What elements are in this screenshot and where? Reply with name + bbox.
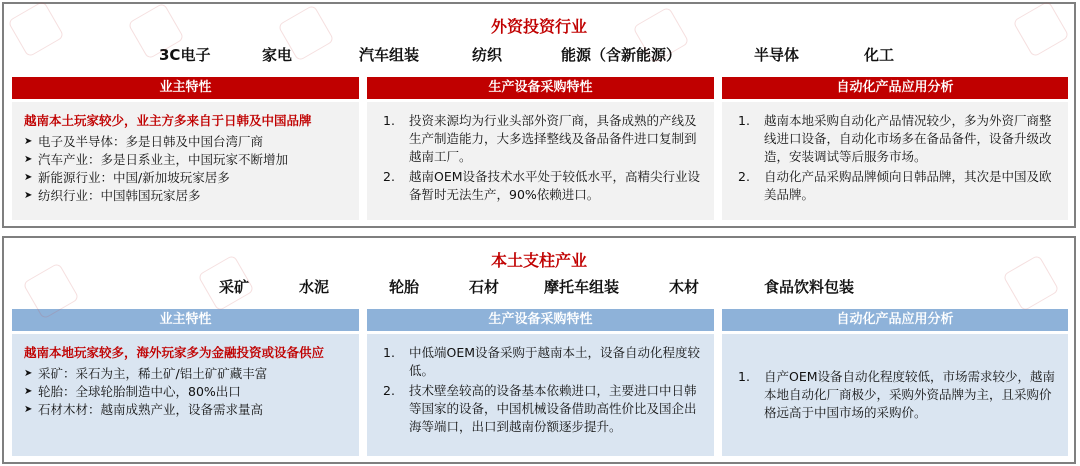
category-item: 家电	[262, 46, 293, 64]
category-item: 能源（含新能源）	[561, 46, 682, 64]
arrow-bullet-icon: ➤	[24, 386, 33, 397]
panel-title: 外资投资行业	[490, 17, 587, 36]
list-item: ➤ 采矿：采石为主，稀土矿/铝土矿矿藏丰富	[24, 366, 268, 381]
category-item: 采矿	[219, 278, 250, 296]
list-item: ➤ 石材木材：越南成熟产业，设备需求量高	[24, 402, 264, 417]
column-header-procurement: 生产设备采购特性	[367, 77, 714, 99]
list-item: 2. 自动化产品采购品牌倾向日韩品牌，其次是中国及欧美品牌。	[738, 169, 1052, 202]
category-item: 3C电子	[159, 46, 211, 64]
arrow-bullet-icon: ➤	[24, 136, 33, 147]
category-item: 化工	[864, 46, 895, 64]
list-item: ➤ 电子及半导体：多是日韩及中国台湾厂商	[24, 134, 264, 149]
category-item: 木材	[669, 278, 700, 296]
foreign-investment-panel	[2, 2, 1076, 228]
owner-characteristics	[12, 102, 359, 220]
arrow-bullet-icon: ➤	[24, 368, 33, 379]
list-item: 1. 越南本地采购自动化产品情况较少，多为外资厂商整线进口设备，自动化市场多在备品备件，设备升级改造，安装调试等后服务市场。	[738, 113, 1052, 164]
arrow-bullet-icon: ➤	[24, 404, 33, 415]
owner-characteristics	[12, 334, 359, 456]
column-header-automation: 自动化产品应用分析	[722, 77, 1068, 99]
list-item: 1. 投资来源均为行业头部外资厂商，具备成熟的产线及生产制造能力，大多选择整线及备品备件进口复制到越南工厂。	[383, 113, 697, 164]
domestic-industry-panel	[2, 236, 1076, 464]
column-header-owner: 业主特性	[12, 77, 359, 99]
list-item: ➤ 纺织行业：中国韩国玩家居多	[24, 188, 201, 203]
column-header-procurement: 生产设备采购特性	[367, 309, 714, 331]
category-item: 水泥	[299, 278, 330, 296]
list-item: ➤ 轮胎：全球轮胎制造中心，80%出口	[24, 384, 241, 399]
owner-lead: 越南本地玩家较多，海外玩家多为金融投资或设备供应	[24, 345, 325, 360]
category-row	[4, 44, 1074, 66]
column-header-automation: 自动化产品应用分析	[722, 309, 1068, 331]
category-item: 石材	[469, 278, 500, 296]
panel-title: 本土支柱产业	[490, 251, 587, 270]
arrow-bullet-icon: ➤	[24, 172, 33, 183]
category-item: 摩托车组装	[544, 278, 620, 296]
owner-lead: 越南本土玩家较少，业主方多来自于日韩及中国品牌	[24, 113, 312, 128]
automation-analysis	[722, 334, 1068, 456]
category-item: 纺织	[472, 46, 503, 64]
list-item: ➤ 新能源行业：中国/新加坡玩家居多	[24, 170, 230, 185]
list-item: 1. 中低端OEM设备采购于越南本土，设备自动化程度较低。	[383, 345, 701, 378]
list-item: 2. 技术壁垒较高的设备基本依赖进口，主要进口中日韩等国家的设备，中国机械设备借助高性价比及国企出海等端口，出口到越南份额逐步提升。	[383, 383, 697, 434]
list-item: ➤ 汽车产业：多是日系业主，中国玩家不断增加	[24, 152, 289, 167]
category-item: 食品饮料包装	[764, 278, 855, 296]
automation-analysis	[722, 102, 1068, 220]
list-item: 2. 越南OEM设备技术水平处于较低水平，高精尖行业设备暂时无法生产，90%依赖进口。	[383, 169, 701, 202]
procurement-characteristics	[367, 334, 714, 456]
arrow-bullet-icon: ➤	[24, 154, 33, 165]
arrow-bullet-icon: ➤	[24, 190, 33, 201]
column-header-owner: 业主特性	[12, 309, 359, 331]
category-item: 轮胎	[389, 278, 420, 296]
category-item: 半导体	[754, 46, 800, 64]
category-item: 汽车组装	[359, 46, 420, 64]
category-row	[4, 276, 1074, 298]
procurement-characteristics	[367, 102, 714, 220]
list-item: 1. 自产OEM设备自动化程度较低，市场需求较少，越南本地自动化厂商极少，采购外资品牌为主，且采购价格远高于中国市场的采购价。	[738, 369, 1056, 420]
